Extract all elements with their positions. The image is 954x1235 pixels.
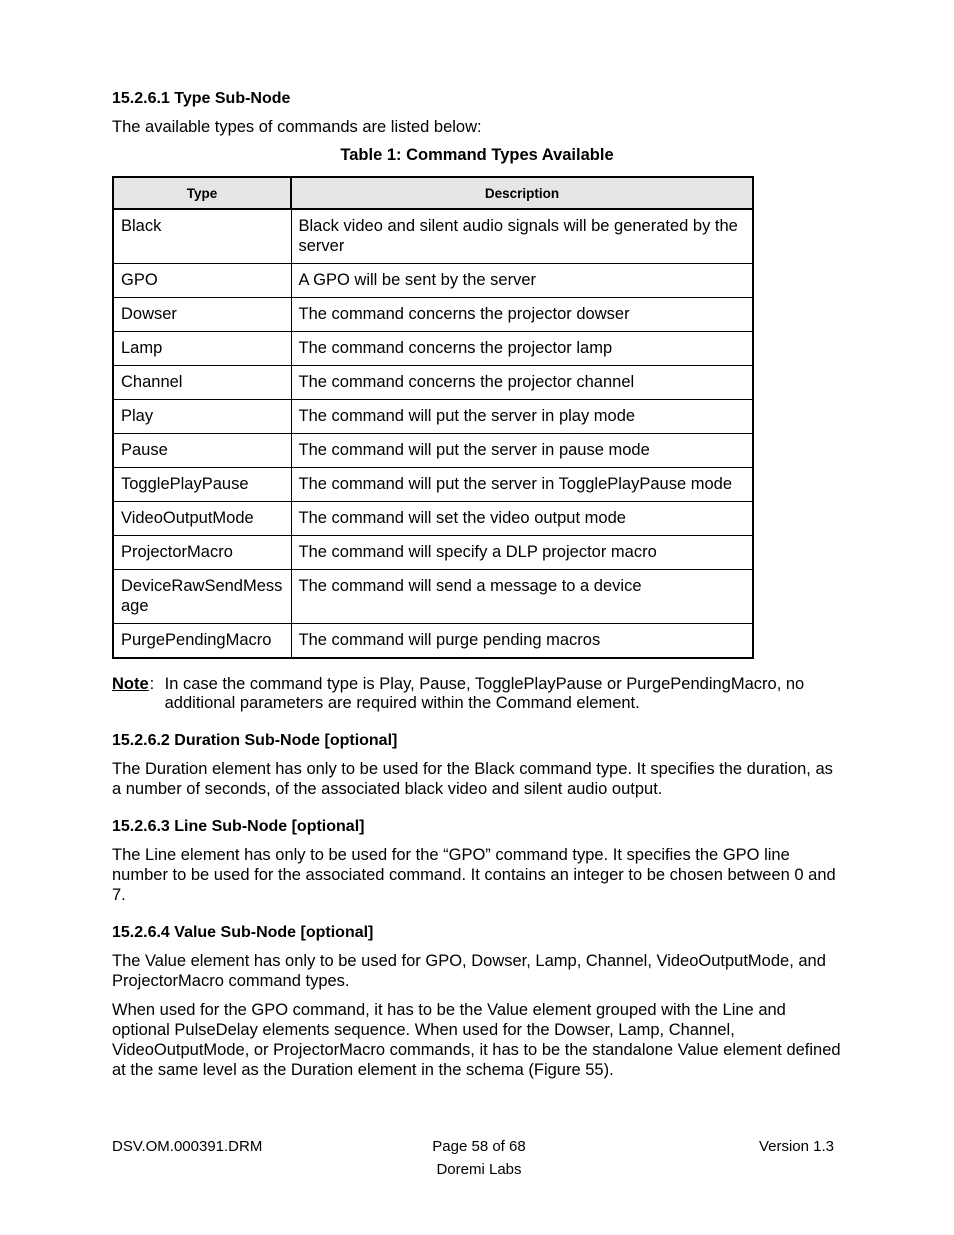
cell-type: Black [113,209,291,264]
cell-type: VideoOutputMode [113,502,291,536]
line-text: The Line element has only to be used for the “GPO” command type. It specifies the GPO line number to be used for the associated command. It contains an integer to be chosen between 0 and 7. [112,846,836,904]
section-heading-value: 15.2.6.4 Value Sub-Node [optional] [112,924,374,941]
cell-type: Lamp [113,332,291,366]
table-body [113,209,753,658]
table-row [113,624,753,659]
cell-type: Dowser [113,298,291,332]
cell-description: A GPO will be sent by the server [291,264,753,298]
cell-type: TogglePlayPause [113,468,291,502]
cell-description: The command will put the server in play mode [291,400,753,434]
footer-doc-id: DSV.OM.000391.DRM [112,1138,263,1155]
table-header-row [113,177,753,209]
cell-type: Channel [113,366,291,400]
value-text-2: When used for the GPO command, it has to be the Value element grouped with the Line and optional PulseDelay elements sequence. When used for the Dowser, Lamp, Channel, VideoOutputMode, or ProjectorMacro commands, it has to be the standalone Value element defined at the same level as the Duration element in the schema (Figure 55). [112,1001,841,1079]
table-row [113,264,753,298]
note-colon: : [149,675,155,693]
section-heading-duration: 15.2.6.2 Duration Sub-Node [optional] [112,732,398,749]
table-row [113,468,753,502]
note-text: In case the command type is Play, Pause, TogglePlayPause or PurgePendingMacro, no additional parameters are required within the Command element. [164,675,805,712]
cell-description: The command will specify a DLP projector macro [291,536,753,570]
table-row [113,209,753,264]
table-row [113,298,753,332]
cell-type: Play [113,400,291,434]
cell-type: ProjectorMacro [113,536,291,570]
table-row [113,570,753,624]
cell-description: The command concerns the projector lamp [291,332,753,366]
note-label: Note [112,675,149,693]
cell-type: GPO [113,264,291,298]
table-row [113,502,753,536]
cell-description: The command concerns the projector dowser [291,298,753,332]
column-header-description: Description [291,177,753,209]
footer-company: Doremi Labs [436,1161,522,1178]
footer-page-number: Page 58 of 68 [432,1138,526,1155]
table-row [113,536,753,570]
cell-type: PurgePendingMacro [113,624,291,659]
cell-description: The command will put the server in TogglePlayPause mode [291,468,753,502]
cell-description: The command concerns the projector channel [291,366,753,400]
section-heading-line: 15.2.6.3 Line Sub-Node [optional] [112,818,365,835]
table-row [113,332,753,366]
cell-type: Pause [113,434,291,468]
cell-description: The command will set the video output mode [291,502,753,536]
footer-version: Version 1.3 [758,1138,834,1155]
table-row [113,400,753,434]
note [112,675,842,713]
page-content [112,88,842,1080]
table-row [113,434,753,468]
cell-description: The command will put the server in pause mode [291,434,753,468]
duration-text: The Duration element has only to be used for the Black command type. It specifies the duration, as a number of seconds, of the associated black video and silent audio output. [112,760,833,798]
intro-text: The available types of commands are listed below: [112,118,482,136]
value-text-1: The Value element has only to be used for GPO, Dowser, Lamp, Channel, VideoOutputMode, and ProjectorMacro command types. [112,952,826,990]
table-caption: Table 1: Command Types Available [340,146,614,164]
cell-type: DeviceRawSendMessage [113,570,291,624]
cell-description: The command will purge pending macros [291,624,753,659]
column-header-type: Type [113,177,291,209]
section-heading-type-sub-node: 15.2.6.1 Type Sub-Node [112,90,291,107]
cell-description: Black video and silent audio signals will be generated by the server [291,209,753,264]
cell-description: The command will send a message to a device [291,570,753,624]
command-types-table [112,176,754,659]
table-row [113,366,753,400]
